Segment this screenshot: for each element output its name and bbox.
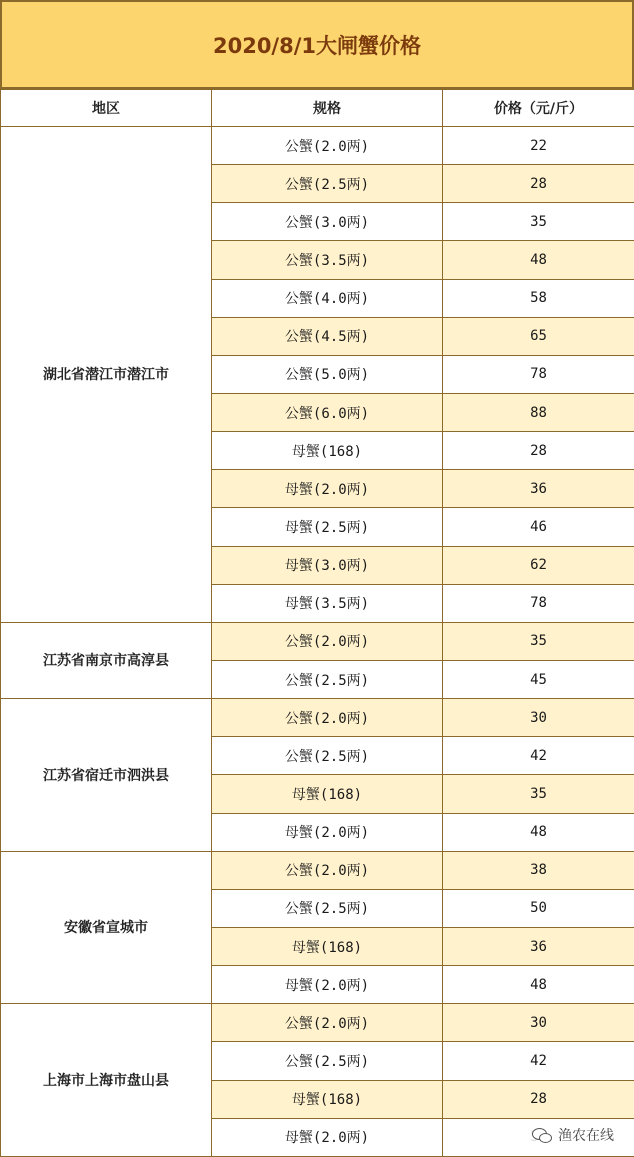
price-cell: 78: [443, 584, 634, 622]
region-cell: 上海市上海市盘山县: [1, 1004, 212, 1157]
price-cell: 78: [443, 355, 634, 393]
spec-cell: 母蟹(2.0两): [212, 1118, 443, 1156]
price-cell: 46: [443, 508, 634, 546]
spec-cell: 公蟹(2.5两): [212, 889, 443, 927]
price-cell: 28: [443, 1080, 634, 1118]
spec-cell: 公蟹(2.5两): [212, 1042, 443, 1080]
page-title: 2020/8/1大闸蟹价格: [0, 0, 634, 89]
price-table: [0, 89, 634, 1157]
spec-cell: 公蟹(4.5两): [212, 317, 443, 355]
table-row: [1, 127, 634, 165]
spec-cell: 母蟹(168): [212, 775, 443, 813]
table-row: [1, 851, 634, 889]
table-body: [1, 127, 634, 1157]
spec-cell: 母蟹(2.5两): [212, 508, 443, 546]
watermark-text: 渔农在线: [558, 1128, 614, 1144]
spec-cell: 母蟹(2.0两): [212, 966, 443, 1004]
table-row: [1, 1004, 634, 1042]
spec-cell: 公蟹(2.5两): [212, 165, 443, 203]
price-cell: 22: [443, 127, 634, 165]
price-cell: 42: [443, 737, 634, 775]
spec-cell: 公蟹(2.5两): [212, 737, 443, 775]
price-cell: 48: [443, 966, 634, 1004]
spec-cell: 母蟹(168): [212, 432, 443, 470]
price-cell: 50: [443, 889, 634, 927]
price-cell: 28: [443, 165, 634, 203]
spec-cell: 公蟹(5.0两): [212, 355, 443, 393]
price-cell: 30: [443, 1004, 634, 1042]
price-cell: 48: [443, 241, 634, 279]
spec-cell: 公蟹(6.0两): [212, 393, 443, 431]
price-cell: 35: [443, 203, 634, 241]
region-cell: 江苏省南京市高淳县: [1, 622, 212, 698]
watermark: [528, 1123, 618, 1147]
table-row: [1, 699, 634, 737]
price-cell: 58: [443, 279, 634, 317]
table-header-row: [1, 90, 634, 127]
price-cell: 30: [443, 699, 634, 737]
region-cell: 安徽省宣城市: [1, 851, 212, 1004]
price-cell: 35: [443, 622, 634, 660]
spec-cell: 公蟹(2.0两): [212, 127, 443, 165]
spec-cell: 公蟹(2.0两): [212, 851, 443, 889]
column-header-region: 地区: [1, 90, 212, 127]
spec-cell: 母蟹(3.5两): [212, 584, 443, 622]
spec-cell: 母蟹(168): [212, 927, 443, 965]
spec-cell: 公蟹(2.5两): [212, 660, 443, 698]
price-cell: 28: [443, 432, 634, 470]
wechat-icon: [532, 1127, 552, 1143]
spec-cell: 公蟹(3.5两): [212, 241, 443, 279]
spec-cell: 公蟹(2.0两): [212, 1004, 443, 1042]
column-header-spec: 规格: [212, 90, 443, 127]
spec-cell: 母蟹(2.0两): [212, 813, 443, 851]
region-cell: 江苏省宿迁市泗洪县: [1, 699, 212, 852]
spec-cell: 公蟹(2.0两): [212, 699, 443, 737]
price-cell: 35: [443, 775, 634, 813]
column-header-price: 价格（元/斤）: [443, 90, 634, 127]
price-cell: 62: [443, 546, 634, 584]
spec-cell: 公蟹(2.0两): [212, 622, 443, 660]
price-cell: 36: [443, 470, 634, 508]
region-cell: 湖北省潜江市潜江市: [1, 127, 212, 623]
price-cell: 65: [443, 317, 634, 355]
spec-cell: 公蟹(4.0两): [212, 279, 443, 317]
spec-cell: 母蟹(2.0两): [212, 470, 443, 508]
price-cell: 38: [443, 851, 634, 889]
spec-cell: 母蟹(3.0两): [212, 546, 443, 584]
spec-cell: 母蟹(168): [212, 1080, 443, 1118]
price-cell: 36: [443, 927, 634, 965]
price-cell: 88: [443, 393, 634, 431]
price-cell: 45: [443, 660, 634, 698]
price-cell: 48: [443, 813, 634, 851]
spec-cell: 公蟹(3.0两): [212, 203, 443, 241]
price-cell: 42: [443, 1042, 634, 1080]
table-row: [1, 622, 634, 660]
